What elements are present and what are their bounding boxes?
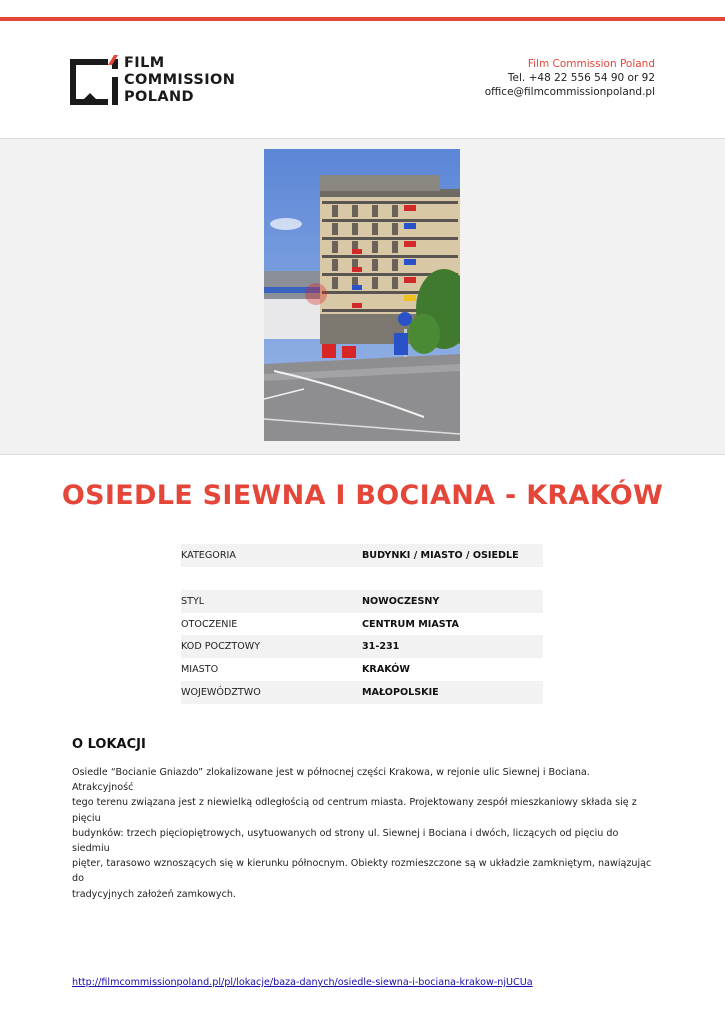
location-title: OSIEDLE SIEWNA I BOCIANA - KRAKÓW [61, 480, 664, 511]
property-value: CENTRUM MIASTA [362, 618, 459, 630]
property-label: OTOCZENIE [181, 618, 238, 630]
property-label: KATEGORIA [181, 550, 236, 561]
logo-line-1: FILM [124, 55, 165, 71]
property-row-wojewodztwo [181, 681, 543, 704]
properties-table [181, 544, 543, 704]
property-label: KOD POCZTOWY [181, 641, 261, 653]
contact-block [485, 57, 655, 99]
property-label: STYL [181, 595, 205, 607]
property-label: WOJEWÓDZTWO [181, 686, 261, 698]
top-accent-bar [0, 17, 725, 21]
properties-spacer [181, 567, 543, 590]
property-value: 31-231 [362, 641, 400, 653]
contact-organization: Film Commission Poland [527, 58, 655, 70]
logo-line-2: COMMISSION [124, 72, 236, 88]
property-row-otoczenie [181, 613, 543, 636]
property-row-miasto [181, 658, 543, 681]
property-row-kod-pocztowy [181, 635, 543, 658]
logo-frame-icon [68, 55, 118, 105]
property-value: KRAKÓW [362, 664, 410, 676]
film-commission-poland-logo[interactable] [68, 55, 238, 109]
property-label: MIASTO [181, 664, 219, 676]
photo-band [0, 138, 725, 455]
logo-wordmark [124, 55, 235, 106]
about-heading: O LOKACJI [72, 737, 146, 752]
property-row-kategoria [181, 544, 543, 567]
contact-phone: Tel. +48 22 556 54 90 or 92 [507, 72, 655, 84]
location-photo [264, 149, 460, 441]
logo-line-3: POLAND [124, 89, 194, 105]
property-value: BUDYNKI / MIASTO / OSIEDLE [362, 550, 519, 561]
about-text: Osiedle “Bocianie Gniazdo” zlokalizowane jest w północnej części Krakowa, w rejonie ulic Siewnej i Bociana. Atrakcyjność tego terenu związana jest z niewielką odległością od centrum miasta. Projektowany zespół mieszkaniowy składa się z pięciu budynków: trzech pięciopiętrowych, usytuowanych od strony ul. Siewnej i Bociana i dwóch, liczących od pięciu do siedmiu pięter, tarasowo wznoszących się w kierunku północnym. Obiekty rozmieszczone są w układzie zamkniętym, nawiązując do tradycyjnych założeń zamkowych. [72, 767, 652, 900]
property-value: NOWOCZESNY [362, 595, 440, 607]
location-url-link[interactable]: http://filmcommissionpoland.pl/pl/lokacje/baza-danych/osiedle-siewna-i-bociana-krakow-njUCUa [72, 977, 533, 988]
property-value: MAŁOPOLSKIE [362, 686, 439, 698]
contact-email[interactable]: office@filmcommissionpoland.pl [484, 86, 655, 98]
property-row-styl [181, 590, 543, 613]
